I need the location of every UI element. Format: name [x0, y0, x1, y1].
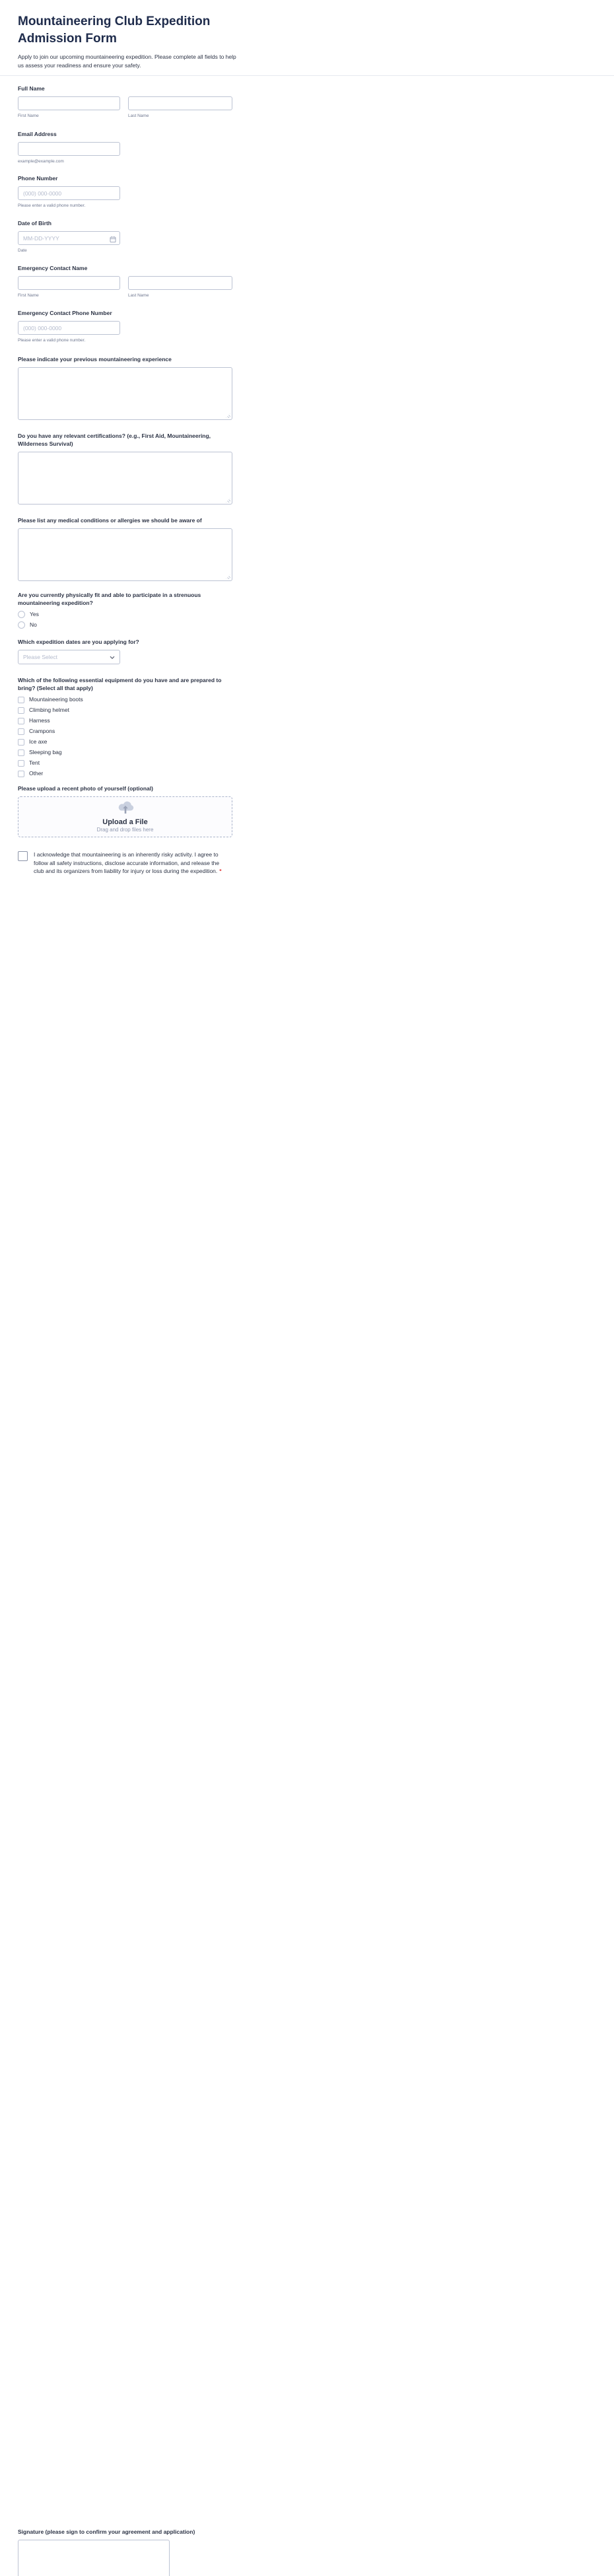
calendar-icon[interactable]	[110, 234, 116, 246]
emergency-phone-label: Emergency Contact Phone Number	[18, 310, 112, 316]
required-marker: *	[219, 868, 222, 874]
email-input[interactable]	[18, 142, 120, 156]
experience-textarea[interactable]	[18, 367, 232, 420]
equipment-option-crampons[interactable]	[18, 728, 237, 735]
signature-label: Signature (please sign to confirm your agreement and application)	[18, 2528, 195, 2535]
equipment-option-harness[interactable]	[18, 717, 237, 724]
photo-upload-field	[18, 784, 237, 837]
cloud-upload-icon	[117, 801, 134, 818]
fitness-option-yes[interactable]	[18, 611, 237, 618]
phone-input[interactable]	[18, 186, 120, 200]
form-title-line-2: Admission Form	[18, 32, 117, 46]
checkbox-icon[interactable]	[18, 718, 24, 724]
last-name-sublabel: Last Name	[128, 114, 149, 118]
medical-textarea[interactable]	[18, 528, 232, 581]
experience-label: Please indicate your previous mountaineering experience	[18, 356, 172, 363]
birth-date-label: Date of Birth	[18, 220, 51, 226]
experience-field	[18, 355, 237, 420]
checkbox-icon[interactable]	[18, 771, 24, 777]
first-name-input[interactable]	[18, 96, 120, 110]
phone-label: Phone Number	[18, 175, 58, 182]
radio-icon[interactable]	[18, 611, 25, 618]
signature-pad[interactable]	[18, 2540, 170, 2576]
equipment-option-other-label[interactable]: Other	[29, 770, 44, 777]
upload-hint: Drag and drop files here	[96, 827, 154, 833]
equipment-option-ice-axe-label[interactable]: Ice axe	[29, 738, 48, 745]
checkbox-icon[interactable]	[18, 728, 24, 735]
emergency-last-name-column	[128, 276, 232, 298]
equipment-option-helmet-label[interactable]: Climbing helmet	[29, 707, 69, 713]
birth-date-input[interactable]	[18, 231, 120, 245]
photo-upload-label: Please upload a recent photo of yourself (optional)	[18, 785, 153, 792]
file-dropzone[interactable]	[18, 796, 232, 837]
certifications-field	[18, 432, 237, 505]
emergency-first-name-input[interactable]	[18, 276, 120, 290]
full-name-field	[18, 85, 237, 119]
fitness-field	[18, 591, 237, 629]
emergency-last-name-input[interactable]	[128, 276, 232, 290]
equipment-option-helmet[interactable]	[18, 707, 237, 714]
birth-date-sublabel: Date	[18, 248, 27, 253]
checkbox-icon[interactable]	[18, 697, 24, 703]
equipment-option-tent[interactable]	[18, 759, 237, 767]
medical-field	[18, 516, 242, 581]
last-name-column	[128, 96, 232, 119]
fitness-option-no-label[interactable]: No	[30, 621, 37, 628]
emergency-phone-sublabel: Please enter a valid phone number.	[18, 338, 86, 343]
form-subtitle: Apply to join our upcoming mountaineering expedition. Please complete all fields to help us assess your readiness and ensure your safety.	[18, 53, 236, 69]
equipment-option-harness-label[interactable]: Harness	[29, 717, 50, 724]
header-divider	[0, 75, 614, 76]
equipment-field	[18, 676, 237, 777]
equipment-option-crampons-label[interactable]: Crampons	[29, 728, 55, 734]
equipment-option-boots[interactable]	[18, 696, 237, 703]
birth-date-field	[18, 219, 237, 254]
acknowledgment-checkbox[interactable]	[18, 851, 28, 861]
form-title	[18, 13, 210, 48]
fitness-option-no[interactable]	[18, 621, 237, 629]
form-title-line-1: Mountaineering Club Expedition	[18, 15, 211, 28]
first-name-column	[18, 96, 120, 119]
acknowledgment-text-content[interactable]: I acknowledge that mountaineering is an inherently risky activity. I agree to follow all safety instructions, disclose accurate information, and release the club and its organizers from liability for injury or loss during the expedition.	[34, 851, 220, 874]
email-field	[18, 130, 237, 164]
expedition-dates-select[interactable]	[18, 650, 120, 664]
emergency-last-name-sublabel: Last Name	[128, 293, 149, 298]
fitness-label: Are you currently physically fit and able to participate in a strenuous mountaineering expedition?	[18, 592, 201, 606]
upload-title: Upload a File	[102, 818, 148, 826]
emergency-first-name-column	[18, 276, 120, 298]
certifications-textarea[interactable]	[18, 452, 232, 505]
expedition-dates-label: Which expedition dates are you applying for?	[18, 639, 139, 645]
acknowledgment-text[interactable]	[34, 851, 229, 876]
emergency-phone-input[interactable]	[18, 321, 120, 335]
equipment-option-ice-axe[interactable]	[18, 738, 237, 746]
phone-field	[18, 174, 237, 209]
last-name-input[interactable]	[128, 96, 232, 110]
expedition-dates-field	[18, 638, 237, 664]
emergency-first-name-sublabel: First Name	[18, 293, 39, 298]
chevron-down-icon	[110, 651, 115, 663]
email-label: Email Address	[18, 131, 57, 137]
medical-label: Please list any medical conditions or allergies we should be aware of	[18, 517, 202, 524]
checkbox-icon[interactable]	[18, 749, 24, 756]
certifications-label: Do you have any relevant certifications? (e.g., First Aid, Mountaineering, Wilderness Survival)	[18, 433, 211, 447]
acknowledgment-field	[18, 851, 229, 876]
checkbox-icon[interactable]	[18, 707, 24, 714]
equipment-option-boots-label[interactable]: Mountaineering boots	[29, 696, 83, 703]
fitness-option-yes-label[interactable]: Yes	[30, 611, 39, 617]
signature-field	[18, 2528, 195, 2576]
equipment-label: Which of the following essential equipment do you have and are prepared to bring? (Select all that apply)	[18, 677, 222, 691]
equipment-option-other[interactable]	[18, 770, 237, 777]
checkbox-icon[interactable]	[18, 739, 24, 746]
equipment-option-tent-label[interactable]: Tent	[29, 759, 40, 766]
first-name-sublabel: First Name	[18, 114, 39, 118]
select-placeholder: Please Select	[23, 654, 57, 660]
emergency-name-label: Emergency Contact Name	[18, 265, 88, 271]
full-name-label: Full Name	[18, 85, 45, 92]
radio-icon[interactable]	[18, 621, 25, 629]
emergency-name-field	[18, 264, 237, 298]
equipment-option-sleeping-bag[interactable]	[18, 749, 237, 756]
emergency-phone-field	[18, 309, 237, 343]
phone-sublabel: Please enter a valid phone number.	[18, 203, 86, 208]
email-sublabel: example@example.com	[18, 159, 64, 164]
equipment-option-sleeping-bag-label[interactable]: Sleeping bag	[29, 749, 62, 755]
checkbox-icon[interactable]	[18, 760, 24, 767]
